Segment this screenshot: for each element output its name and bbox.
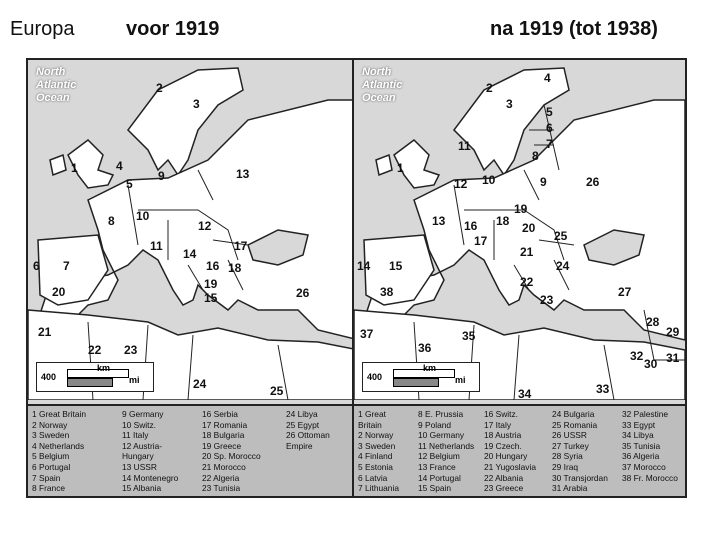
legend-item: 7 Lithuania [358,483,399,494]
map-label: 1 [71,161,78,175]
legend-item: 2 Norway [32,419,68,430]
legend-item: 20 Hungary [484,451,528,462]
legend-before-1919 [28,404,359,496]
legend-item: 22 Albania [484,472,524,483]
legend-item: Britain [358,419,382,430]
map-label: 26 [586,175,600,189]
legend-item: 19 Czech. [484,440,522,451]
map-label: 8 [532,149,539,163]
map-label: 22 [88,343,102,357]
map-after-1919 [354,60,685,400]
scale-bar [36,362,154,392]
legend-item: 24 Bulgaria [552,409,595,419]
map-label: 4 [116,159,123,173]
map-label: 25 [270,384,284,398]
legend-item: 2 Norway [358,430,394,441]
legend-item: 8 E. Prussia [418,409,464,419]
map-label: 3 [506,97,513,111]
map-label: 18 [228,261,242,275]
map-label: 3 [193,97,200,111]
after-title: na 1919 (tot 1938) [490,18,658,40]
map-label: 20 [52,285,66,299]
map-label: 29 [666,325,680,339]
map-label: 4 [544,71,551,85]
map-label: 14 [183,247,197,261]
map-label: 17 [474,234,488,248]
legend-item: 25 Egypt [286,419,320,430]
legend-item: 30 Transjordan [552,472,608,483]
map-label: 26 [296,286,310,300]
map-label: 24 [556,259,570,273]
legend-item: 37 Morocco [622,461,666,472]
legend-item: 21 Yugoslavia [484,461,536,472]
map-label: 2 [486,81,493,95]
ocean-label: North Atlantic Ocean [36,66,77,104]
legend-item: 1 Great Britain [32,409,86,419]
legend-item: 26 USSR [552,430,587,441]
legend-item: 28 Syria [552,451,583,462]
scale-mi-bar [67,378,113,387]
map-label: 24 [193,377,207,391]
map-label: 36 [418,341,432,355]
map-label: 30 [644,357,658,371]
map-label: 25 [554,229,568,243]
map-label: 37 [360,327,374,341]
map-label: 20 [522,221,536,235]
scale-bar [362,362,480,392]
legend-column [418,409,474,494]
map-label: 10 [136,209,150,223]
map-before-1919 [28,60,359,400]
legend-item: 25 Romania [552,419,598,430]
scale-number: 400 [367,372,383,382]
map-label: 18 [496,214,510,228]
legend-item: 4 Netherlands [32,440,85,451]
map-label: 5 [546,105,553,119]
legend-item: 16 Switz. [484,409,518,419]
map-label: 19 [514,202,528,216]
legend-item: 21 Morocco [202,461,246,472]
legend-item: 7 Spain [32,472,61,483]
legend-column [202,409,261,494]
legend-item: 11 Italy [122,430,149,441]
map-panel-after-1919 [352,58,687,498]
legend-item: 13 France [418,461,456,472]
map-label: 15 [204,291,218,305]
map-label: 8 [108,214,115,228]
legend-item: 15 Spain [418,483,452,494]
scale-km-label: km [423,363,437,373]
map-label: 14 [357,259,371,273]
map-label: 23 [540,293,554,307]
map-label: 17 [234,239,248,253]
legend-item: 12 Belgium [418,451,460,462]
legend-item: 14 Portugal [418,472,461,483]
map-label: 28 [646,315,660,329]
legend-after-1919 [354,404,685,496]
map-label: 33 [596,382,610,396]
map-label: 13 [432,214,446,228]
region-title: Europa [10,18,75,40]
map-label: 31 [666,351,680,365]
map-panel-before-1919 [26,58,361,498]
map-label: 2 [156,81,163,95]
legend-item: 10 Germany [418,430,465,441]
legend-item: 6 Portugal [32,461,71,472]
legend-item: 9 Germany [122,409,164,419]
legend-item: 24 Libya [286,409,318,419]
legend-item: Hungary [122,451,154,462]
scale-mi-label: mi [129,375,140,385]
legend-item: 3 Sweden [358,440,396,451]
legend-item: 13 USSR [122,461,157,472]
map-label: 10 [482,173,496,187]
legend-column [358,409,399,494]
map-label: 22 [520,275,534,289]
map-label: 21 [520,245,534,259]
header [0,0,720,52]
map-label: 6 [546,121,553,135]
legend-item: 16 Serbia [202,409,238,419]
legend-item: 23 Greece [484,483,524,494]
legend-item: 4 Finland [358,451,393,462]
legend-item: 18 Bulgaria [202,430,245,441]
map-label: 21 [38,325,52,339]
legend-item: 20 Sp. Morocco [202,451,261,462]
legend-column [32,409,86,494]
scale-mi-bar [393,378,439,387]
legend-item: 38 Fr. Morocco [622,472,678,483]
legend-item: 32 Palestine [622,409,669,419]
map-label: 13 [236,167,250,181]
map-label: 12 [454,177,468,191]
map-label: 16 [206,259,220,273]
legend-item: 23 Tunisia [202,483,241,494]
legend-item: 11 Netherlands [418,440,475,451]
map-label: 6 [33,259,40,273]
map-label: 5 [126,177,133,191]
legend-item: 17 Italy [484,419,512,430]
legend-column [552,409,608,494]
legend-item: 18 Austria [484,430,522,441]
map-label: 12 [198,219,212,233]
legend-item: 31 Arabia [552,483,588,494]
map-label: 7 [63,259,70,273]
legend-item: 36 Algeria [622,451,660,462]
legend-item: 27 Turkey [552,440,589,451]
legend-item: 12 Austria- [122,440,163,451]
scale-mi-label: mi [455,375,466,385]
legend-item: 33 Egypt [622,419,656,430]
map-label: 16 [464,219,478,233]
legend-column [484,409,536,494]
ocean-label: North Atlantic Ocean [362,66,403,104]
legend-item: 3 Sweden [32,430,70,441]
map-label: 15 [389,259,403,273]
legend-item: 10 Switz. [122,419,156,430]
legend-item: 22 Algeria [202,472,240,483]
map-label: 19 [204,277,218,291]
map-label: 34 [518,387,532,400]
map-label: 7 [546,137,553,151]
map-label: 38 [380,285,394,299]
map-label: 11 [150,239,163,253]
legend-item: 14 Montenegro [122,472,179,483]
scale-km-label: km [97,363,111,373]
legend-item: 5 Estonia [358,461,393,472]
legend-item: 17 Romania [202,419,248,430]
map-label: 9 [158,169,165,183]
legend-item: 19 Greece [202,440,242,451]
legend-column [286,409,330,451]
legend-item: 15 Albania [122,483,162,494]
map-label: 35 [462,329,476,343]
map-label: 11 [458,139,471,153]
map-label: 23 [124,343,138,357]
legend-item: 35 Tunisia [622,440,661,451]
map-label: 32 [630,349,644,363]
before-title: voor 1919 [126,18,220,40]
legend-item: 6 Latvia [358,472,388,483]
legend-item: 1 Great [358,409,386,419]
legend-item: Empire [286,440,313,451]
legend-item: 8 France [32,483,66,494]
map-label: 27 [618,285,632,299]
legend-item: 34 Libya [622,430,654,441]
legend-column [122,409,178,494]
legend-item: 9 Poland [418,419,452,430]
scale-number: 400 [41,372,57,382]
legend-column [622,409,678,483]
legend-item: 5 Belgium [32,451,70,462]
map-label: 9 [540,175,547,189]
legend-item: 29 Iraq [552,461,579,472]
map-label: 1 [397,161,404,175]
legend-item: 26 Ottoman [286,430,330,441]
